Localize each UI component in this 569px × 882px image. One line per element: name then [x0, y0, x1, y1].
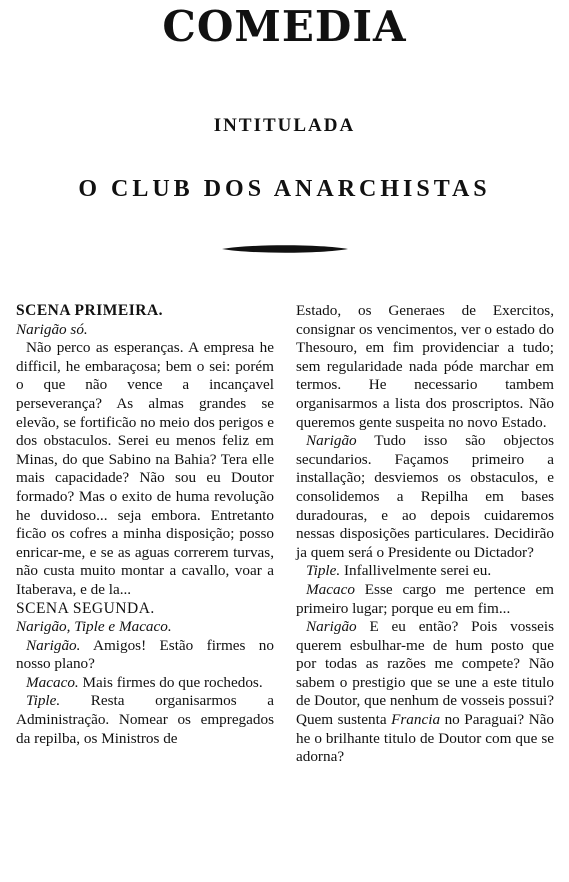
dialogue-paragraph	[296, 562, 554, 581]
speaker-name: Tiple.	[26, 692, 61, 710]
stage-direction: Narigão só.	[16, 320, 88, 338]
scene-heading: SCENA SEGUNDA.	[16, 599, 155, 617]
subtitle: INTITULADA	[213, 115, 356, 136]
dialogue-text: Resta organisarmos a Administração. Nomear os empregados da repilba, os Ministros de	[16, 692, 274, 747]
dialogue-text: Esse cargo me pertence em primeiro lugar; porque eu em fim...	[296, 580, 554, 617]
speaker-name: Narigão	[306, 618, 357, 636]
speaker-name: Macaco	[306, 580, 355, 598]
scene-heading: SCENA PRIMEIRA.	[16, 302, 164, 319]
page-title: COMEDIA	[162, 2, 407, 51]
speaker-name: Narigão	[306, 432, 357, 450]
play-title: O CLUB DOS ANARCHISTAS	[78, 176, 491, 202]
dialogue-text: no Paraguai? Não he o brilhante titulo de Doutor com que se adorna?	[296, 711, 554, 766]
dialogue-text: E eu então? Pois vosseis querem esbulhar-me de hum posto que por todas as razões me compete? Não sabem o prestigio que se une a este titulo de Doutor, que nenhum de vosseis possui? Quem sustenta	[296, 618, 554, 729]
speaker-name: Tiple.	[306, 562, 341, 580]
dialogue-text: Infallivelmente serei eu.	[340, 562, 492, 580]
dialogue-paragraph	[16, 692, 274, 748]
dialogue-text: Mais firmes do que rochedos.	[78, 673, 263, 691]
speaker-name: Narigão.	[26, 636, 81, 654]
dialogue-paragraph	[16, 637, 274, 674]
dialogue-paragraph	[296, 432, 554, 562]
ornamental-rule	[220, 240, 350, 258]
right-column	[296, 302, 554, 767]
monologue-paragraph: Não perco as esperanças. A empresa he difficil, he embaraçosa; bem o sei: porém o que não vence a incançavel perseverança? As almas grandes se elevão, se fortificão no meio dos perigos e dos obstaculos. Serei eu menos feliz em Minas, do que Sabino na Bahia? Tera elle mais capacidade? Não sou eu Doutor formado? Mas o exito de huma revolução he duvidoso... seja embora. Entretanto ficão os cofres a minha disposição; posso enricar-me, e se as aguas correrem turvas, não custa muito montar a cavallo, voar a Itaberava, e de la...	[16, 339, 274, 598]
dialogue-paragraph	[16, 674, 274, 693]
italic-name: Francia	[391, 711, 441, 729]
left-column	[16, 302, 274, 748]
dialogue-text: Amigos! Estão firmes no nosso plano?	[16, 636, 274, 673]
dialogue-paragraph	[296, 581, 554, 618]
speaker-name: Macaco.	[26, 673, 79, 691]
dialogue-continuation: Estado, os Generaes de Exercitos, consignar os vencimentos, ver o estado do Thesouro, em fim providenciar a tudo; sem regularidade nada póde marchar em termos. He necessario tambem organisarmos a lista dos proscriptos. Não queremos gente suspeita no novo Estado.	[296, 302, 554, 431]
stage-direction: Narigão, Tiple e Macaco.	[16, 618, 172, 636]
dialogue-text: Tudo isso são objectos secundarios. Façamos primeiro a installação; desviemos os obstaculos, e consolidemos a Repilha em bases duradouras, e ao depois cuidaremos nessas disposições particulares. Decidirão ja quem será o Presidente ou Dictador?	[296, 432, 554, 561]
dialogue-paragraph	[296, 618, 554, 767]
